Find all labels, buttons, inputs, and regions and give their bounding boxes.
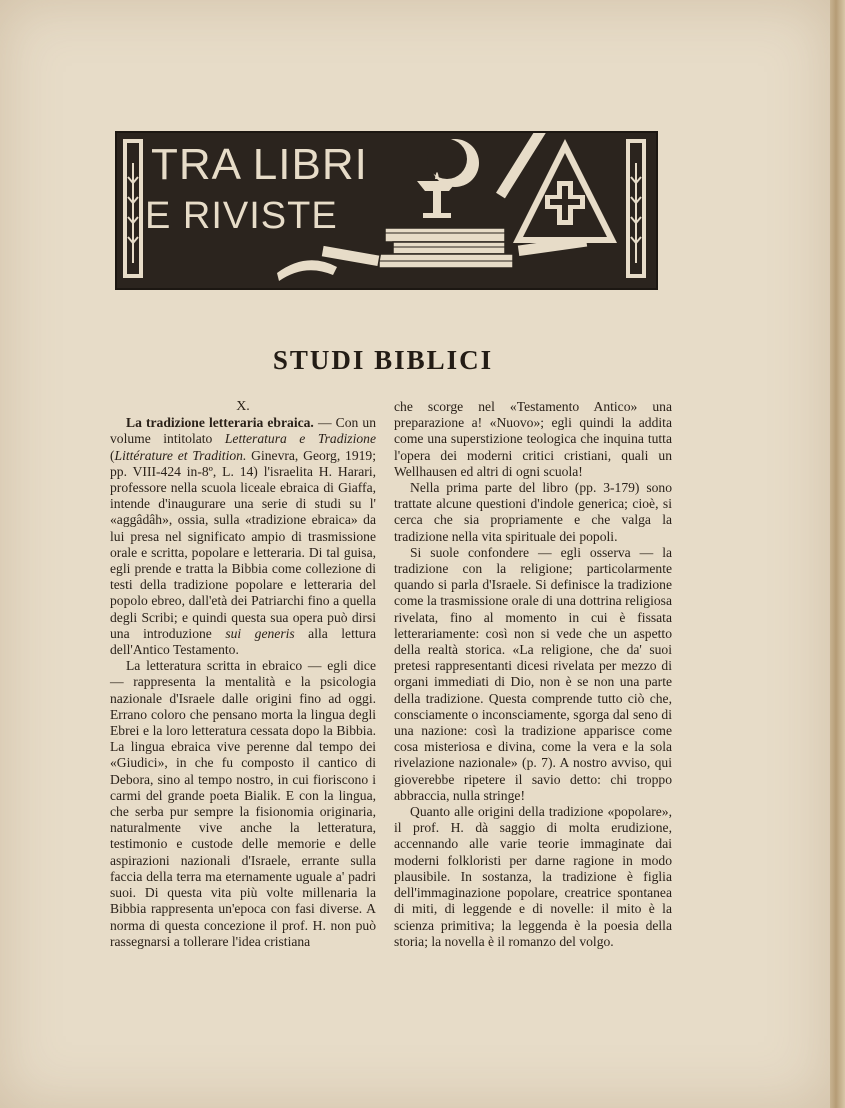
subheading: La tradizione letteraria ebraica.	[126, 415, 314, 431]
paragraph	[110, 415, 376, 658]
book-title-french: Littérature et Tradition.	[114, 447, 247, 463]
right-column	[394, 399, 672, 950]
paragraph: Si suole confondere — egli osserva — la tradizione con la religione; particolarmente quando si parla d'Israele. Si definisce la tradizione come la trasmissione orale di una dottrina religiosa rivelata, fino al momento in cui è fissata letterariamente: così non si vede che un aspetto della realtà storica. «La religione, che da' suoi pretesi rappresentanti dicesi rivelata per mezzo di organi immediati di Dio, non è se non una parte della tradizione. Questa comprende tutto ciò che, consciamente o inconsciamente, sgorga dal seno di una nazione: così la tradizione apparisce come cosa misteriosa e divina, come la vera e la sola rivelazione nazionale» (p. 7). A nostro avviso, qui gioverebbe ripetere il savio detto: chi troppo abbraccia, nulla stringe!	[394, 544, 672, 803]
header-banner	[115, 131, 658, 290]
text-run: — Con un volume intitolato	[110, 415, 376, 447]
paragraph: che scorge nel «Testamento Antico» una preparazione a! «Nuovo»; egli quindi la addita come una superstizione teologica che inquina tutta l'opera dei moderni critici cristiani, quali un Wellhausen ed altri di ogni scuola!	[394, 399, 672, 479]
banner-title-line1: TRA LIBRI	[151, 140, 368, 189]
latin-phrase: sui generis	[225, 625, 295, 641]
banner-title-line2: E RIVISTE	[145, 195, 338, 237]
section-number: X.	[236, 399, 250, 414]
page-edge	[830, 0, 845, 1108]
left-column	[110, 399, 376, 950]
paragraph: Nella prima parte del libro (pp. 3-179) sono trattate alcune questioni d'indole generica; cioè, si cerca che sia propriamente e che valga la tradizione nella vita spirituale dei popoli.	[394, 480, 672, 544]
page-title: STUDI BIBLICI	[272, 345, 494, 375]
text-run: Ginevra, Georg, 1919; pp. VIII-424 in-8º, L. 14) l'israelita H. Harari, professore nella scuola liceale ebraica di Giaffa, intende d'inaugurare una serie di studi su l' «aggâdâh», ossia, sulla «tradizione ebraica» da lui presa nel significato ampio di trasmissione orale e scritta, popolare e letteraria. Di tal guisa, egli prende e tratta la Bibbia come collezione di testi della tradizione popolare e letteraria del popolo ebreo, dall'età dei Patriarchi fino a quella degli Scribi; e quindi questa sua opera può dirsi una introduzione	[110, 447, 377, 641]
book-title: Letteratura e Tradizione	[224, 431, 376, 447]
paragraph: Quanto alle origini della tradizione «popolare», il prof. H. dà saggio di molta erudizione, accennando alle varie teorie immaginate dai moderni folkloristi per darne ragione in modo plausibile. In sostanza, la tradizione è figlia dell'immaginazione popolare, creatrice spontanea di miti, di leggende e di novelle: il mito è la scienza primitiva; la leggenda è la poesia della storia; la novella è il romanzo del volgo.	[394, 804, 672, 949]
text-run: (	[110, 447, 115, 463]
paragraph: La letteratura scritta in ebraico — egli dice — rappresenta la mentalità e la psicologia nazionale d'Israele dalle origini fino ad oggi. Errano coloro che pensano morta la lingua degli Ebrei e la loro letteratura cessata dopo la Bibbia. La lingua ebraica vive perenne dal tempo dei «Giudici», in che fu composto il cantico di Debora, sino al tempo nostro, in cui fioriscono i carmi del grande poeta Bialik. E con la lingua, che serba pur sempre la fisionomia originaria, naturalmente vive anche la letteratura, testimonio e custode delle memorie e delle aspirazioni nazionali d'Israele, errante sulla faccia della terra ma eternamente uguale a' padri suoi. Di questa vita più volte millenaria la Bibbia rappresenta un'epoca con fasi diverse. A norma di questa concezione il prof. H. non può rassegnarsi a tollerare l'idea cristiana	[110, 658, 376, 949]
text-run: alla lettura dell'Antico Testamento.	[110, 625, 377, 658]
